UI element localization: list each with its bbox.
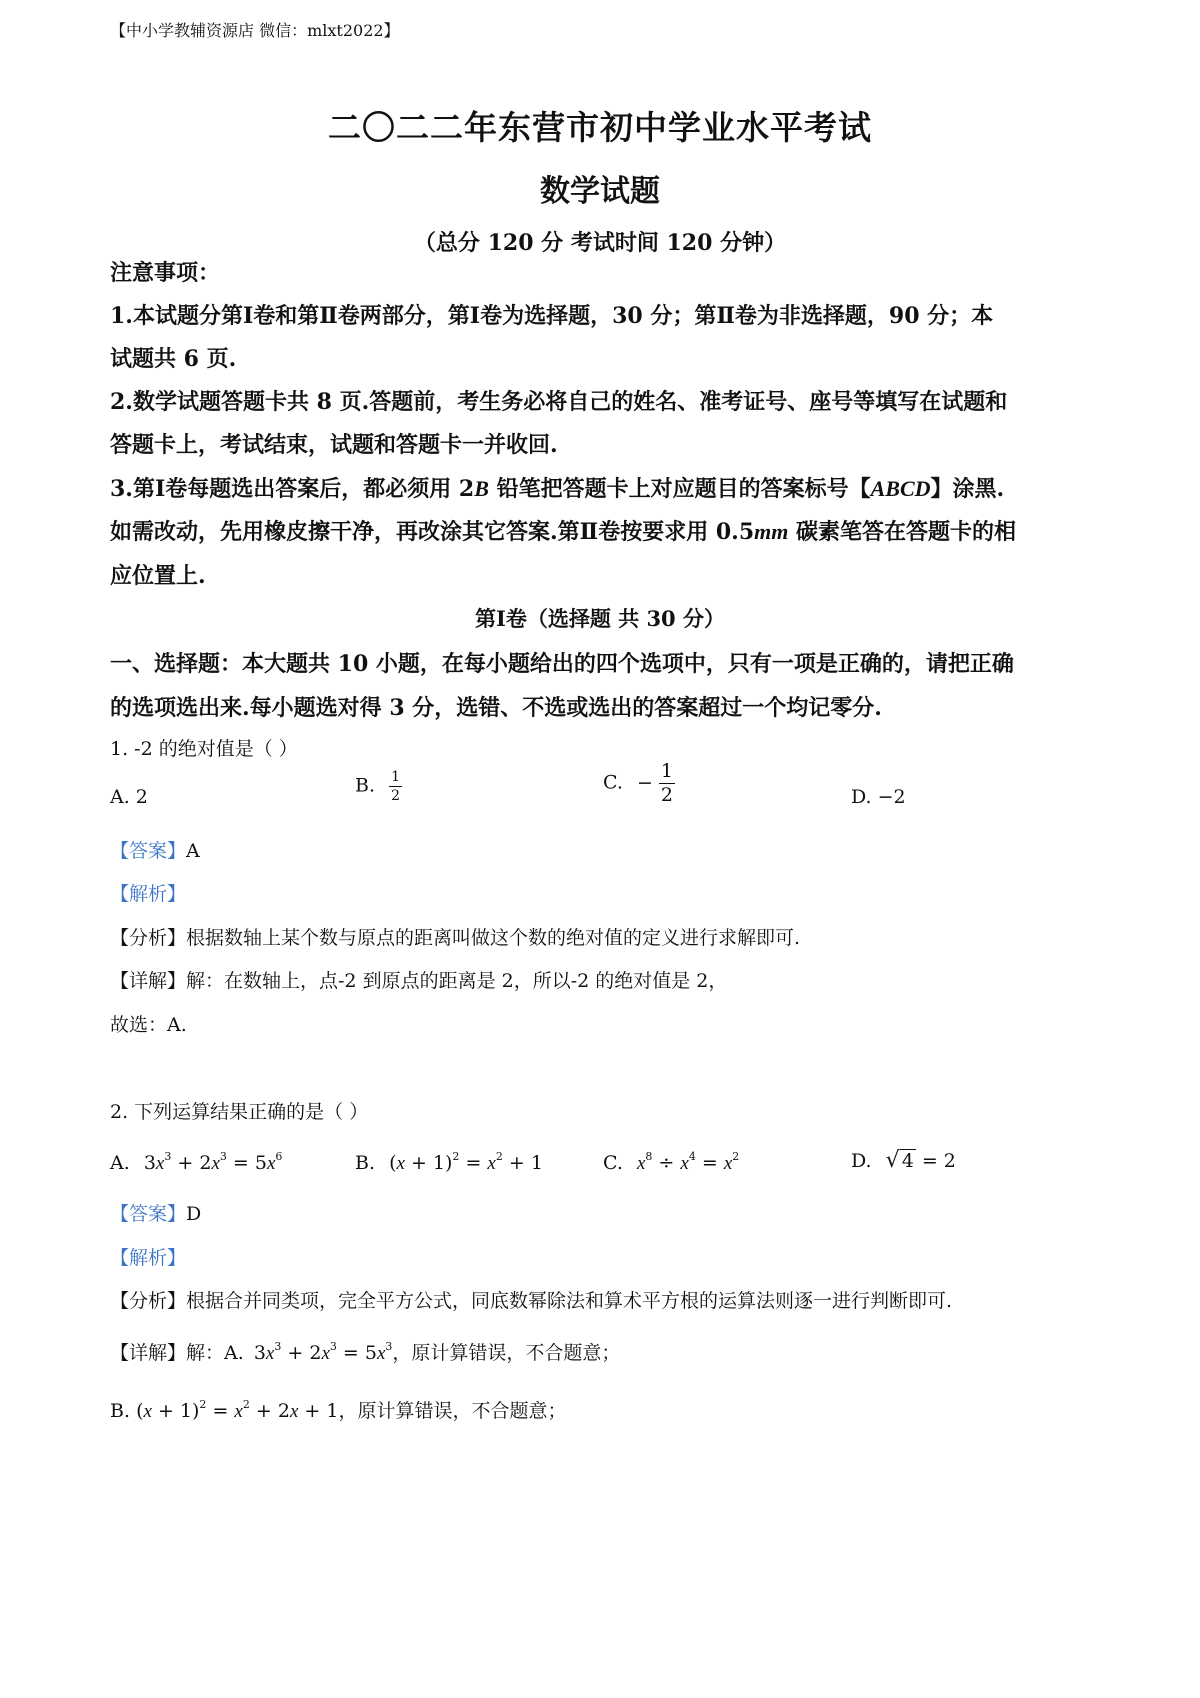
q1-option-b: [355, 770, 402, 803]
q1-fenxi: [110, 923, 800, 950]
q2-option-b-label: B.: [355, 1152, 376, 1174]
q1-xiangjie-text: 解：在数轴上，点-2 到原点的距离是 2，所以-2 的绝对值是 2，: [186, 970, 728, 992]
note-3-unit-mm: mm: [754, 519, 789, 544]
note-1-line-1: 1.本试题分第Ⅰ卷和第Ⅱ卷两部分，第Ⅰ卷为选择题，30 分；第Ⅱ卷为非选择题，90 分；本: [110, 303, 994, 329]
q2-b-line-suffix: ，原计算错误，不合题意；: [338, 1400, 567, 1422]
note-3-line-1: [110, 472, 1004, 503]
q2-stem: 2. 下列运算结果正确的是（ ）: [110, 1101, 369, 1123]
note-3-line-2-a: 如需改动，先用橡皮擦干净，再改涂其它答案.第Ⅱ卷按要求用 0.5: [110, 519, 755, 545]
q2-xiangjie-prefix: 解：A.: [186, 1342, 244, 1364]
section-intro-line-2: 的选项选出来.每小题选对得 3 分，选错、不选或选出的答案超过一个均记零分.: [110, 695, 882, 721]
q2-option-b: [355, 1150, 543, 1175]
q2-option-a-label: A.: [110, 1152, 130, 1174]
q1-option-b-numerator: 1: [391, 769, 400, 785]
notes-heading: 注意事项：: [110, 260, 221, 286]
q1-option-c-sign: −: [636, 771, 653, 794]
q2-xiangjie-tag: 【详解】: [110, 1342, 187, 1364]
note-3-text-c: 铅笔把答题卡上对应题目的答案标号【: [488, 476, 871, 502]
q2-xiangjie-a-expr: $3x^3 + 2x^3 = 5x^3$: [253, 1340, 393, 1364]
q2-option-d-expr: √ 4 = 2: [885, 1148, 956, 1173]
q2-option-c: [603, 1150, 739, 1175]
q1-answer-value: A: [186, 840, 200, 862]
q1-option-b-fraction: [389, 770, 402, 803]
q2-xiangjie: [110, 1338, 620, 1365]
q2-b-line-expr: $(x + 1)^2 = x^2 + 2x + 1$: [136, 1398, 339, 1422]
exam-meta: （总分 120 分 考试时间 120 分钟）: [413, 230, 787, 256]
exam-title: 二〇二二年东营市初中学业水平考试: [328, 108, 872, 147]
q2-option-d: [851, 1148, 956, 1173]
q1-xiangjie: [110, 966, 727, 993]
q1-stem: 1. -2 的绝对值是（ ）: [110, 738, 298, 760]
exam-subject: 数学试题: [540, 174, 660, 209]
q2-analysis-tag: 【解析】: [110, 1247, 187, 1269]
q1-choose: 故选：A.: [110, 1014, 187, 1036]
q1-option-c-numerator: 1: [660, 760, 674, 782]
q2-option-a-expr: $3x^3 + 2x^3 = 5x^6$: [143, 1150, 283, 1174]
q2-option-a: [110, 1150, 282, 1175]
q2-fenxi: [110, 1286, 952, 1313]
note-2-line-1: 2.数学试题答题卡共 8 页.答题前，考生务必将自己的姓名、准考证号、座号等填写在试题和: [110, 389, 1008, 415]
q2-option-b-expr: $(x + 1)^2 = x^2 + 1$: [389, 1150, 543, 1174]
note-3-pencil-letter: B: [474, 476, 489, 501]
section-title: 第Ⅰ卷（选择题 共 30 分）: [475, 606, 725, 631]
note-2-line-2: 答题卡上，考试结束，试题和答题卡一并收回.: [110, 432, 558, 458]
q1-option-c-denominator: 2: [660, 784, 674, 806]
q2-xiangjie-a-suffix: ，原计算错误，不合题意；: [392, 1342, 621, 1364]
q1-xiangjie-tag: 【详解】: [110, 970, 187, 992]
q1-fenxi-text: 根据数轴上某个数与原点的距离叫做这个数的绝对值的定义进行求解即可.: [186, 927, 801, 949]
q2-option-c-expr: $x^8 \div x^4 = x^2$: [636, 1150, 740, 1174]
watermark-text: 【中小学教辅资源店 微信：mlxt2022】: [110, 21, 400, 40]
note-3-abcd: ABCD: [870, 476, 931, 501]
q1-option-c-label: C.: [603, 771, 623, 794]
q2-answer: [110, 1199, 201, 1226]
q1-fenxi-tag: 【分析】: [110, 927, 187, 949]
q1-option-c-fraction: [659, 762, 675, 805]
q2-option-d-label: D.: [851, 1150, 872, 1172]
q1-answer: [110, 836, 200, 863]
q2-b-line: [110, 1396, 567, 1423]
q2-option-c-label: C.: [603, 1152, 623, 1174]
note-3-line-2-c: 碳素笔答在答题卡的相: [788, 519, 1017, 545]
q2-fenxi-tag: 【分析】: [110, 1290, 187, 1312]
q2-fenxi-text: 根据合并同类项，完全平方公式，同底数幂除法和算术平方根的运算法则逐一进行判断即可.: [186, 1290, 953, 1312]
note-3-text-a: 3.第Ⅰ卷每题选出答案后，都必须用 2: [110, 476, 475, 502]
q1-analysis-tag: 【解析】: [110, 883, 187, 905]
note-1-line-2: 试题共 6 页.: [110, 346, 237, 372]
q1-option-b-denominator: 2: [391, 788, 400, 804]
q2-b-line-prefix: B.: [110, 1400, 131, 1422]
q1-option-c: [603, 762, 675, 805]
note-3-line-3: 应位置上.: [110, 563, 206, 589]
q2-answer-value: D: [186, 1203, 202, 1225]
q1-answer-tag: 【答案】: [110, 840, 187, 862]
q2-answer-tag: 【答案】: [110, 1203, 187, 1225]
q1-option-b-label: B.: [355, 774, 376, 797]
note-3-line-2: [110, 515, 1016, 546]
note-3-text-e: 】涂黑.: [930, 476, 1005, 502]
q1-option-a: A. 2: [110, 786, 148, 808]
q1-option-d: D. −2: [851, 786, 906, 808]
section-intro-line-1: 一、选择题：本大题共 10 小题，在每小题给出的四个选项中，只有一项是正确的，请把正确: [110, 651, 1014, 677]
